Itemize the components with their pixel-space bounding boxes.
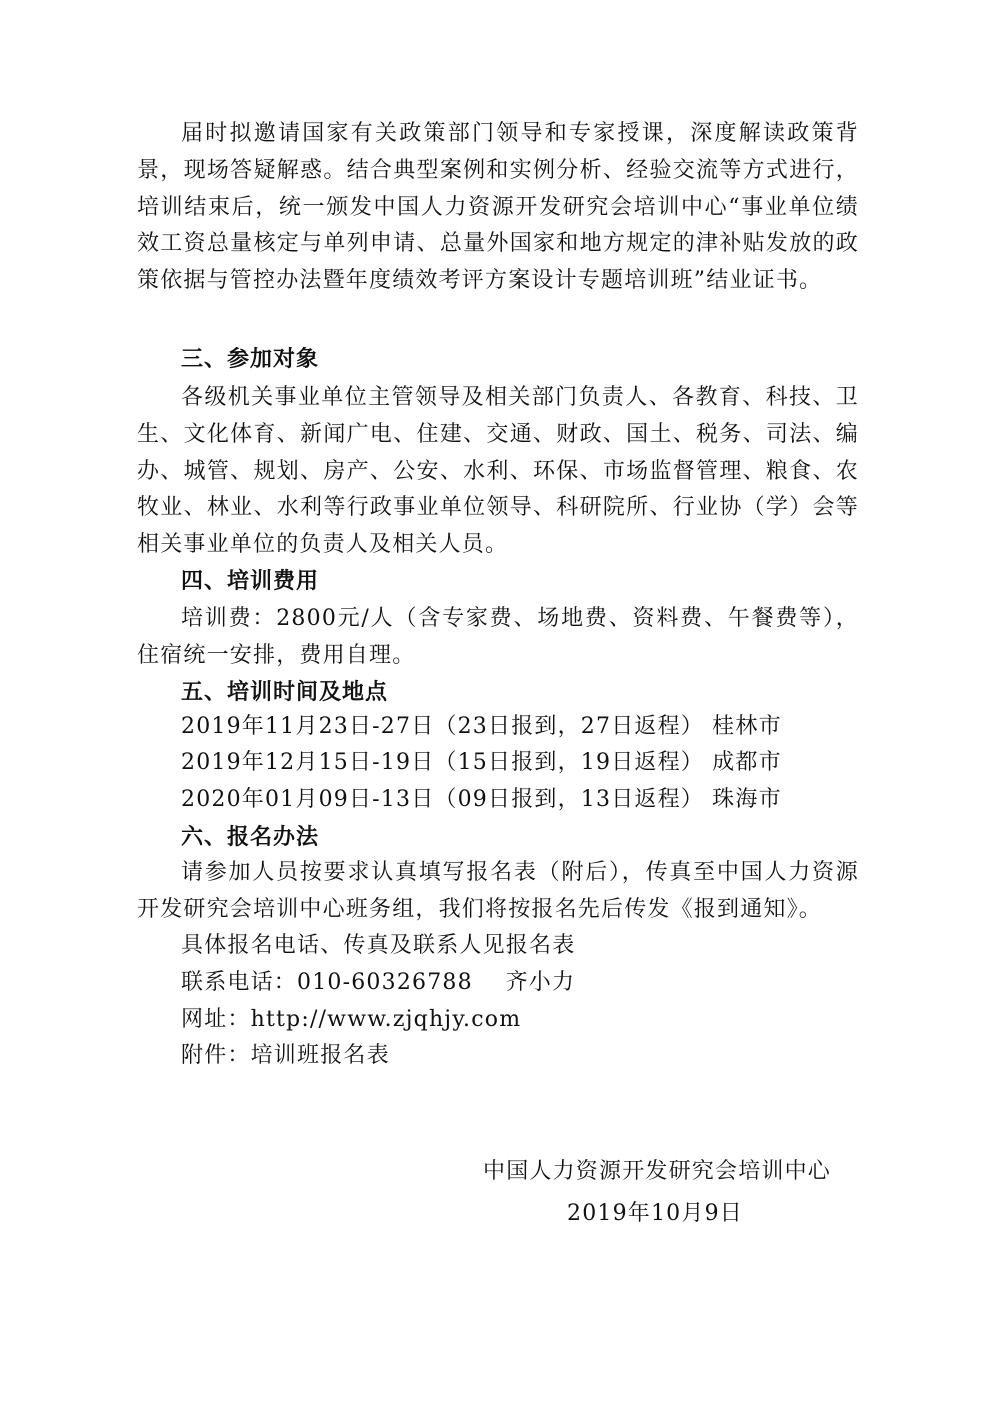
signature-date: 2019年10月9日 [567,1201,743,1226]
registration-paragraph: 请参加人员按要求认真填写报名表（附后），传真至中国人力资源开发研究会培训中心班务组，我们将按报名先后传发《报到通知》。 [137,860,859,922]
section-heading-fees: 四、培训费用 [181,569,320,594]
schedule-line: 2020年01月09日-13日（09日报到，13日返程） 珠海市 [181,787,782,812]
section-heading-schedule: 五、培训时间及地点 [181,680,389,705]
fees-paragraph: 培训费：2800元/人（含专家费、场地费、资料费、午餐费等），住宿统一安排，费用自理。 [137,606,859,668]
website-line: 网址：http://www.zjqhjy.com [181,1007,522,1032]
attachment-line: 附件：培训班报名表 [181,1043,390,1068]
participants-paragraph: 各级机关事业单位主管领导及相关部门负责人、各教育、科技、卫生、文化体育、新闻广电、住建、交通、财政、国土、税务、司法、编办、城管、规划、房产、公安、水利、环保、市场监督管理、粮食、农牧业、林业、水利等行政事业单位领导、科研院所、行业协（学）会等相关事业单位的负责人及相关人员。 [137,385,859,558]
schedule-line: 2019年11月23日-27日（23日报到，27日返程） 桂林市 [181,714,782,739]
registration-details: 具体报名电话、传真及联系人见报名表 [181,933,576,958]
section-heading-participants: 三、参加对象 [181,347,320,372]
signature-organization: 中国人力资源开发研究会培训中心 [483,1159,832,1184]
schedule-line: 2019年12月15日-19日（15日报到，19日返程） 成都市 [181,750,782,775]
intro-paragraph: 届时拟邀请国家有关政策部门领导和专家授课，深度解读政策背景，现场答疑解惑。结合典型案例和实例分析、经验交流等方式进行，培训结束后，统一颁发中国人力资源开发研究会培训中心“事业单位绩效工资总量核定与单列申请、总量外国家和地方规定的津补贴发放的政策依据与管控办法暨年度绩效考评方案设计专题培训班”结业证书。 [137,121,859,294]
section-heading-registration: 六、报名办法 [181,825,320,850]
contact-phone: 联系电话：010-60326788 齐小力 [181,970,576,995]
